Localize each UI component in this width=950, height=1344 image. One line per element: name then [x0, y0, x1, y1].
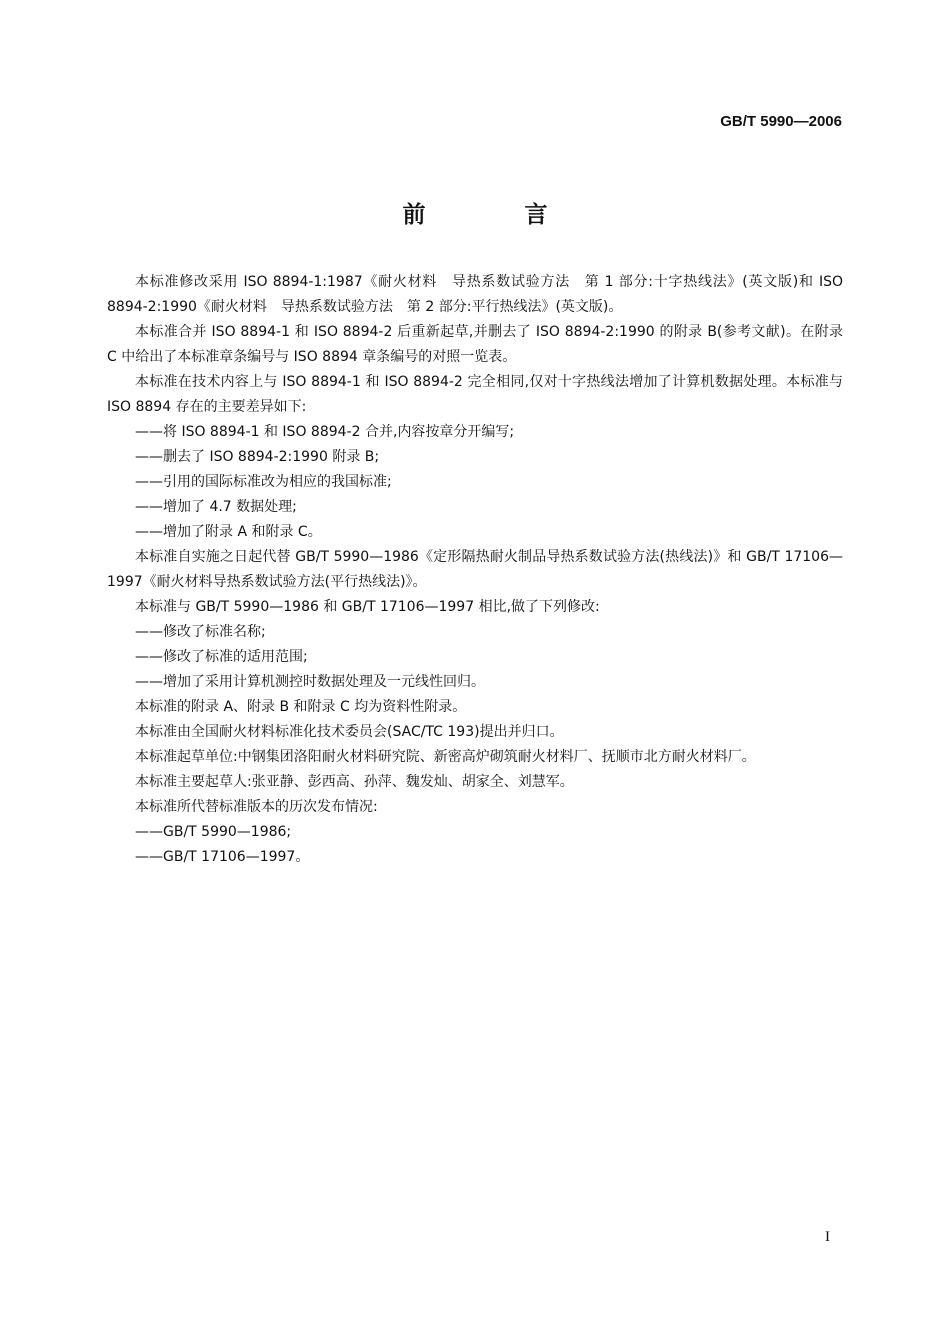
list-item: ——将 ISO 8894-1 和 ISO 8894-2 合并,内容按章分开编写; [135, 424, 515, 440]
paragraph: 本标准的附录 A、附录 B 和附录 C 均为资料性附录。 [135, 699, 467, 715]
list-item: ——修改了标准名称; [135, 624, 266, 640]
document-body [107, 270, 843, 870]
page-title: 前 言 [402, 202, 586, 228]
list-item: ——引用的国际标准改为相应的我国标准; [135, 474, 392, 490]
paragraph: 本标准自实施之日起代替 GB/T 5990—1986《定形隔热耐火制品导热系数试验方法(热线法)》和 GB/T 17106—1997《耐火材料导热系数试验方法(平行热线法)》。 [107, 549, 843, 590]
page-number: I [825, 1229, 830, 1245]
paragraph: 本标准由全国耐火材料标准化技术委员会(SAC/TC 193)提出并归口。 [135, 724, 564, 740]
paragraph: 本标准起草单位:中钢集团洛阳耐火材料研究院、新密高炉砌筑耐火材料厂、抚顺市北方耐火材料厂。 [135, 749, 756, 765]
paragraph: 本标准与 GB/T 5990—1986 和 GB/T 17106—1997 相比,做了下列修改: [135, 599, 600, 615]
paragraph: 本标准所代替标准版本的历次发布情况: [135, 799, 378, 815]
list-item: ——增加了采用计算机测控时数据处理及一元线性回归。 [135, 674, 485, 690]
list-item: ——增加了附录 A 和附录 C。 [135, 524, 322, 540]
list-item: ——删去了 ISO 8894-2:1990 附录 B; [135, 449, 380, 465]
list-item: ——增加了 4.7 数据处理; [135, 499, 297, 515]
paragraph: 本标准修改采用 ISO 8894-1:1987《耐火材料 导热系数试验方法 第 1 部分:十字热线法》(英文版)和 ISO 8894-2:1990《耐火材料 导热系数试验方法 第 2 部分:平行热线法》(英文版)。 [107, 274, 843, 315]
standard-code: GB/T 5990—2006 [720, 113, 842, 130]
paragraph: 本标准主要起草人:张亚静、彭西高、孙萍、魏发灿、胡家全、刘慧军。 [135, 774, 574, 790]
list-item: ——GB/T 5990—1986; [135, 824, 292, 840]
list-item: ——修改了标准的适用范围; [135, 649, 308, 665]
paragraph: 本标准在技术内容上与 ISO 8894-1 和 ISO 8894-2 完全相同,仅对十字热线法增加了计算机数据处理。本标准与 ISO 8894 存在的主要差异如下: [107, 374, 843, 415]
paragraph: 本标准合并 ISO 8894-1 和 ISO 8894-2 后重新起草,并删去了 ISO 8894-2:1990 的附录 B(参考文献)。在附录 C 中给出了本标准章条编号与 ISO 8894 章条编号的对照一览表。 [107, 324, 843, 365]
list-item: ——GB/T 17106—1997。 [135, 849, 310, 865]
